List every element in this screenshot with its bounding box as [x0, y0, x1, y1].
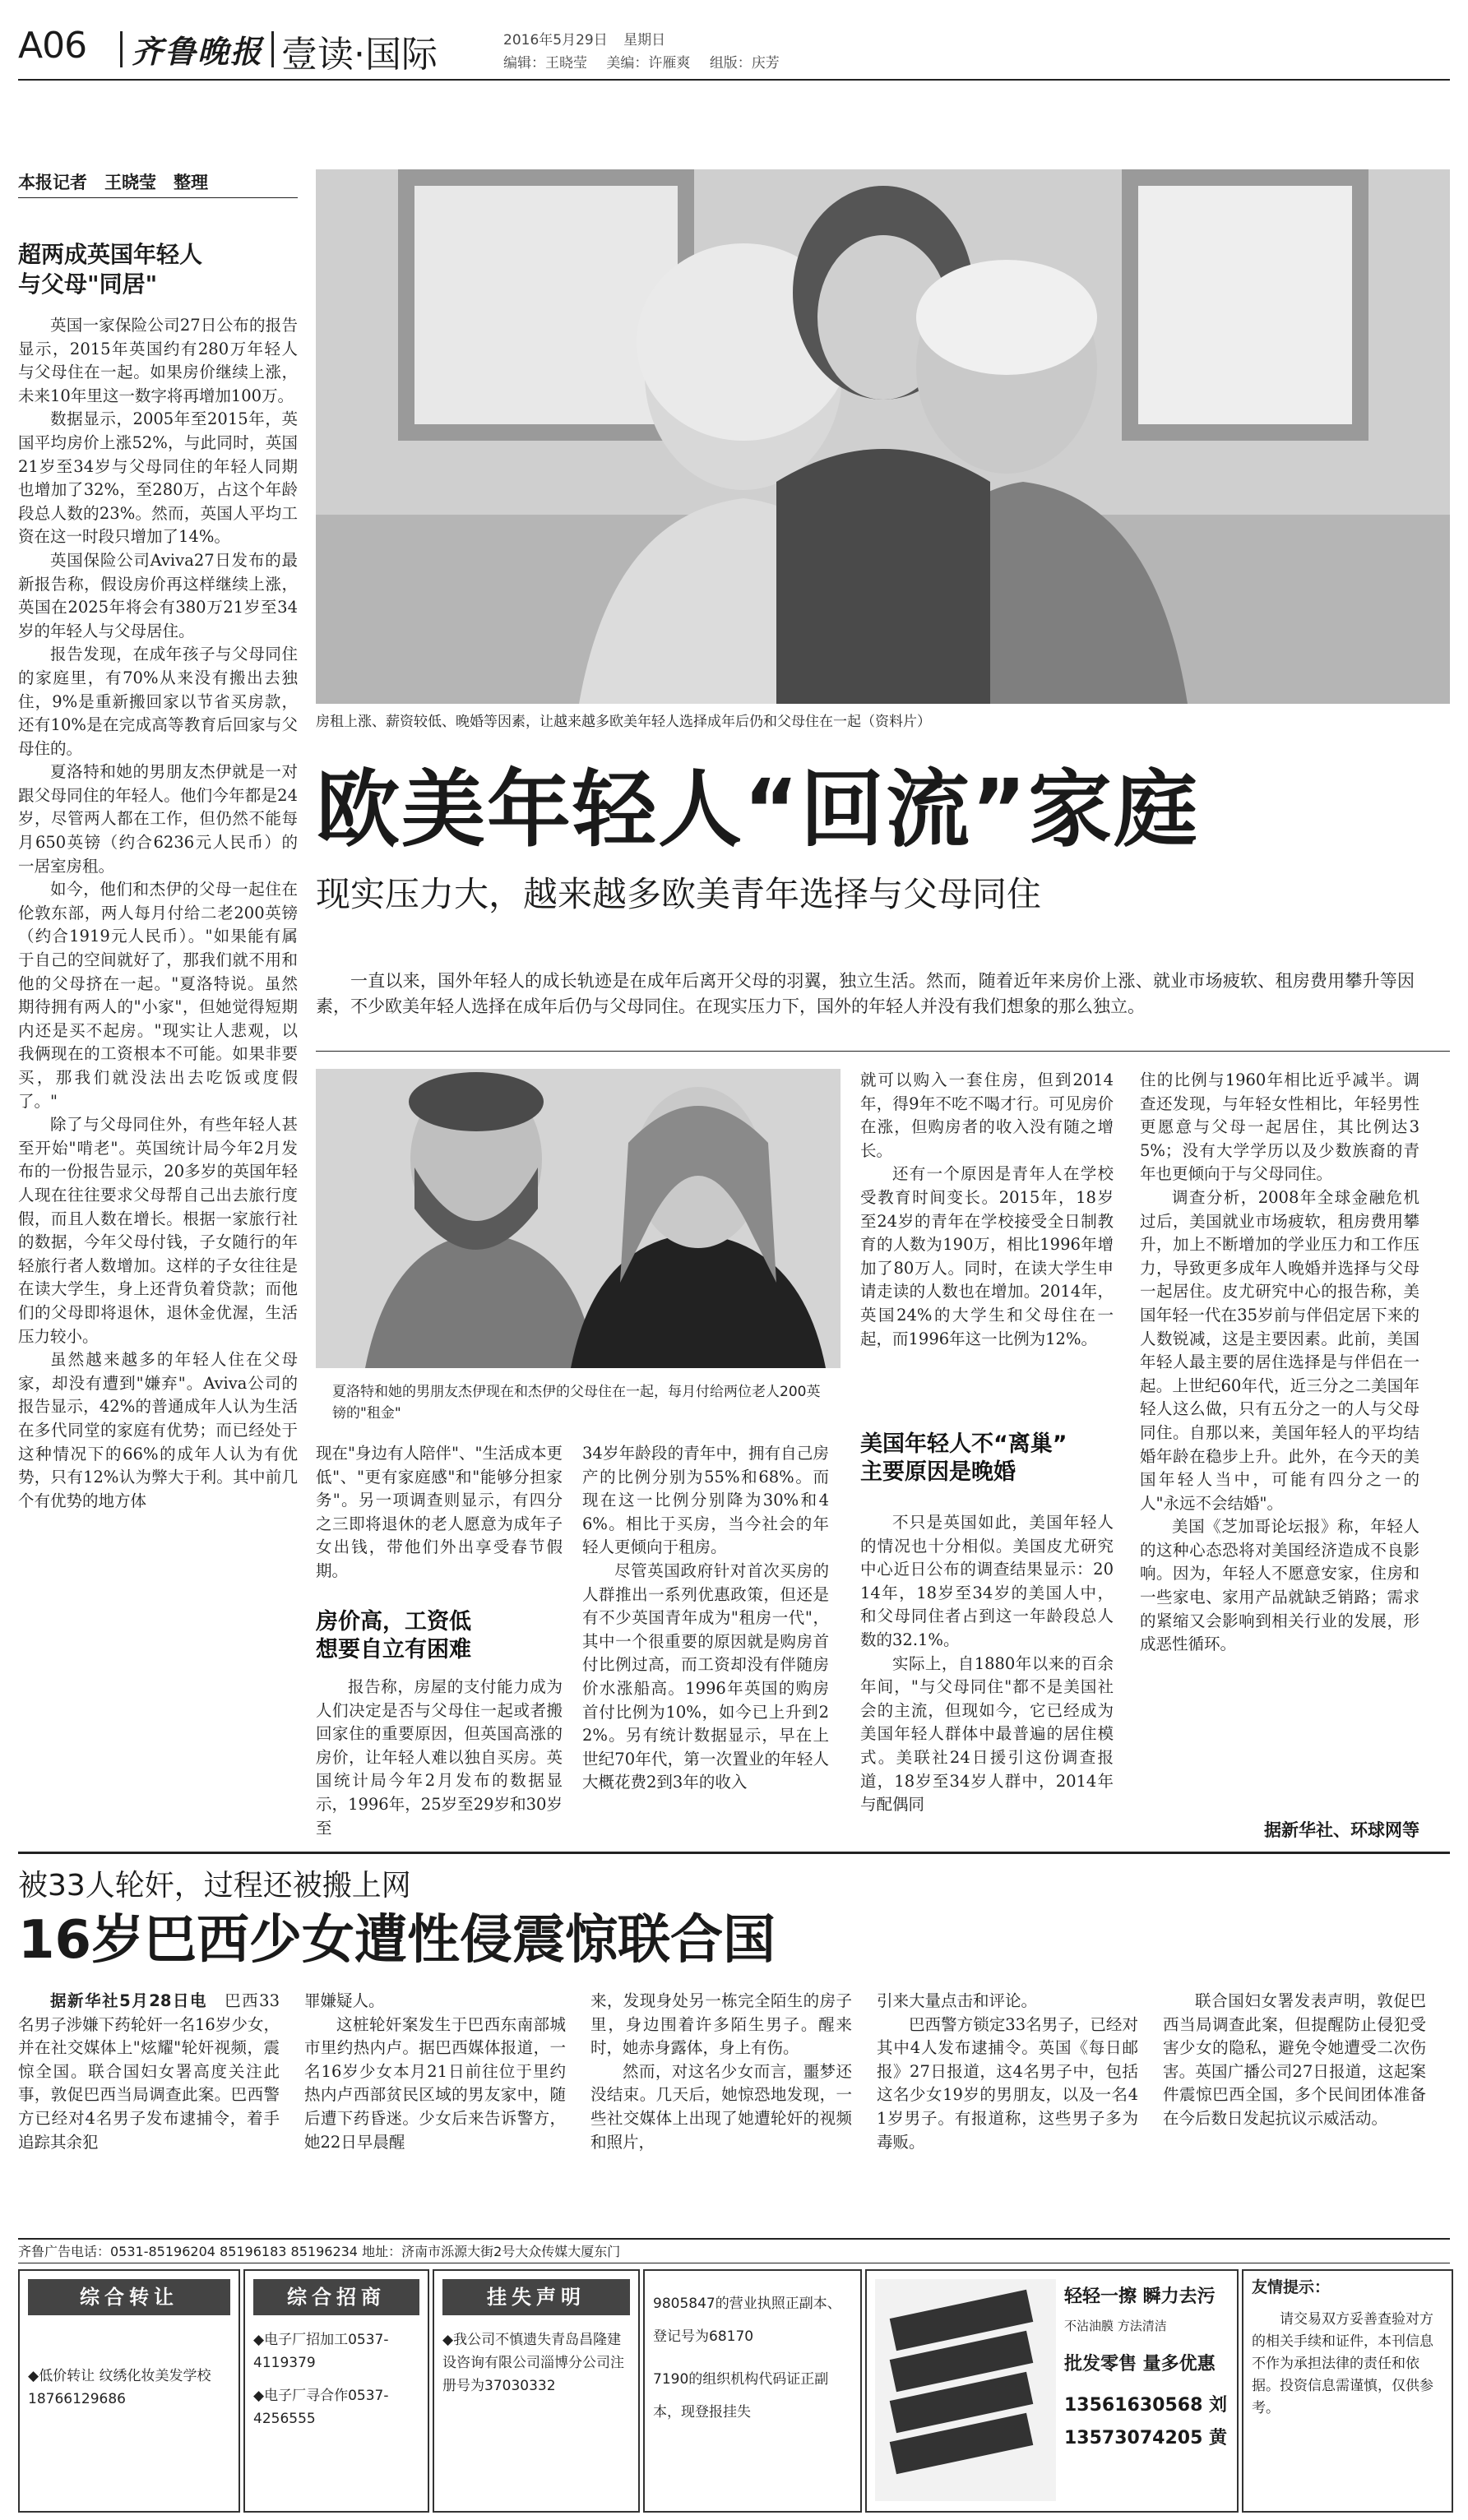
column-text: 这桩轮奸案发生于巴西东南部城市里约热内卢。据巴西媒体报道，一名16岁少女本月21日前往位于里约热内卢西部贫民区域的男友家中，随后遭下药昏迷。少女后来告诉警方，她22日早晨醒 — [304, 2014, 566, 2152]
brazil-text: 巴西33名男子涉嫌下药轮奸一名16岁少女，并在社交媒体上"炫耀"轮奸视频，震惊全国。联合国妇女署高度关注此事，敦促巴西当局调查此案。巴西警方已经对4名男子发布逮捕令，着手追踪其余犯 — [18, 1991, 280, 2152]
brazil-headline: 16岁巴西少女遭性侵震惊联合国 — [18, 1910, 776, 1971]
designer: 美编：许雁爽 — [606, 55, 691, 72]
brazil-column-1 — [18, 1990, 280, 2236]
article-column-5 — [1140, 1069, 1419, 1809]
column-text: 现在"身边有人陪伴"、"生活成本更低"、"更有家庭感"和"能够分担家务"。另一项调查则显示，有四分之三即将退休的老人愿意为成年子女出钱，带他们外出享受春节假期。 — [316, 1444, 563, 1580]
section-title: 壹读·国际 — [281, 34, 438, 76]
ad-lost-notice-title: 挂失声明 — [442, 2279, 630, 2315]
header-rule — [18, 79, 1450, 81]
brazil-kicker: 被33人轮奸，过程还被搬上网 — [18, 1869, 411, 1903]
editor: 编辑：王晓莹 — [503, 55, 587, 72]
sidebar-paragraph: 英国保险公司Aviva27日发布的最新报告称，假设房价再这样继续上涨，英国在2025年将会有380万21岁至34岁的年轻人与父母居住。 — [18, 550, 298, 640]
cloth-product-icon — [875, 2279, 1056, 2501]
weekday-text: 星期日 — [623, 32, 666, 49]
ad-transfer-text: ◆低价转让 纹绣化妆美发学校18766129686 — [28, 2368, 211, 2407]
article-column-3 — [582, 1442, 829, 1842]
brazil-column-3 — [590, 1990, 852, 2236]
lead-rule — [316, 1051, 1450, 1052]
column-text: 美国《芝加哥论坛报》称，年轻人的这种心态恐将对美国经济造成不良影响。因为，年轻人不愿意安家，住房和一些家电、家用产品就缺乏销路；需求的紧缩又会影响到相关行业的发展，形成恶性循环。 — [1140, 1517, 1419, 1654]
sidebar-body — [18, 314, 298, 1679]
sidebar-paragraph: 虽然越来越多的年轻人住在父母家，却没有遭到"嫌弃"。Aviva公司的报告显示，42%的普通成年人认为生活在多代同堂的家庭有优势；而已经处于这种情况下的66%的成年人认为有优势，只有12%认为弊大于利。其中前几个有优势的地方体 — [18, 1350, 298, 1510]
byline-rule — [18, 197, 298, 198]
column-text: 就可以购入一套住房，但到2014年，得9年不吃不喝才行。可见房价在涨，但购房者的收入没有随之增长。 — [860, 1070, 1114, 1160]
ad-lost-notice-cont-2: 7190的组织机构代码证正副本，现登报挂失 — [653, 2371, 829, 2421]
brazil-column-5 — [1163, 1990, 1426, 2236]
brazil-dateline: 据新华社5月28日电 — [50, 1991, 208, 2010]
issue-date — [503, 28, 665, 49]
family-photo-illustration — [316, 169, 1450, 704]
ad-investment-title: 综合招商 — [253, 2279, 419, 2315]
lead-text: 一直以来，国外年轻人的成长轨迹是在成年后离开父母的羽翼，独立生活。然而，随着近年来房价上涨、就业市场疲软、租房费用攀升等因素，不少欧美年轻人选择在成年后仍与父母同住。在现实压力下，国外的年轻人并没有我们想象的那么独立。 — [316, 971, 1415, 1016]
ad-transfer-title: 综合转让 — [28, 2279, 230, 2315]
column-text: 住的比例与1960年相比近乎减半。调查还发现，与年轻女性相比，年轻男性更愿意与父母一起居住，其比例达35%；没有大学学历以及少数族裔的青年也更倾向于与父母同住。 — [1140, 1070, 1419, 1184]
column-text: 还有一个原因是青年人在学校受教育时间变长。2015年，18岁至24岁的青年在学校接受全日制教育的人数为190万，相比1996年增加了80万人。同时，在读大学生申请走读的人数也在增加。2014年，英国24%的大学生和父母住在一起，而1996年这一比例为12%。 — [860, 1164, 1114, 1348]
cloth-phone-1: 13561630568 刘 — [1064, 2395, 1228, 2416]
column-text: 引来大量点击和评论。 — [877, 1991, 1038, 2010]
column-text: 联合国妇女署发表声明，敦促巴西当局调查此案，但提醒防止侵犯受害少女的隐私，避免令她遭受二次伤害。英国广播公司27日报道，这起案件震惊巴西全国，多个民间团体准备在今后数日发起抗议示威活动。 — [1163, 1991, 1426, 2128]
column-text: 罪嫌疑人。 — [304, 1991, 385, 2010]
ad-friendly-notice — [1242, 2269, 1453, 2513]
main-subheadline: 现实压力大，越来越多欧美青年选择与父母同住 — [316, 874, 1042, 914]
subhead-us-youth: 美国年轻人不“离巢” 主要原因是晚婚 — [860, 1431, 1067, 1485]
ad-lost-notice-cont-1: 9805847的营业执照正副本、登记号为68170 — [653, 2296, 841, 2345]
ad-investment-text-2: ◆电子厂寻合作0537-4256555 — [253, 2388, 389, 2427]
couple-photo-caption: 夏洛特和她的男朋友杰伊现在和杰伊的父母住在一起，每月付给两位老人200英镑的"租金" — [332, 1384, 821, 1422]
main-headline: 欧美年轻人“回流”家庭 — [316, 761, 1200, 859]
column-text: 尽管英国政府针对首次买房的人群推出一系列优惠政策，但还是有不少英国青年成为"租房一代"，其中一个很重要的原因就是购房首付比例过高，而工资却没有伴随房价水涨船高。1996年英国的购房首付比例为10%，如今已上升到22%。另有统计数据显示，早在上世纪70年代，第一次置业的年轻人大概花费2到3年的收入 — [582, 1561, 829, 1792]
cloth-phone-2: 13573074205 黄 — [1064, 2428, 1228, 2448]
column-text: 不只是英国如此，美国年轻人的情况也十分相似。美国皮尤研究中心近日公布的调查结果显示：2014年，18岁至34岁的美国人中，和父母同住者占到这一年龄段总人数的32.1%。 — [860, 1513, 1114, 1649]
article-column-4b — [860, 1511, 1114, 1842]
byline: 本报记者 王晓莹 整理 — [18, 173, 208, 192]
couple-photo-illustration — [316, 1069, 841, 1368]
family-photo-caption: 房租上涨、薪资较低、晚婚等因素，让越来越多欧美年轻人选择成年后仍和父母住在一起（资料片） — [316, 714, 931, 730]
cloth-price: 批发零售 量多优惠 — [1064, 2354, 1216, 2374]
couple-photo — [316, 1069, 841, 1368]
ad-investment — [243, 2269, 429, 2513]
paper-logo: 齐鲁晚报 — [132, 33, 264, 70]
ad-lost-notice-text: ◆我公司不慎遗失青岛昌隆建设咨询有限公司淄博分公司注册号为37030332 — [442, 2332, 624, 2394]
article-source: 据新华社、环球网等 — [1264, 1820, 1419, 1840]
sidebar-paragraph: 英国一家保险公司27日公布的报告显示，2015年英国约有280万年轻人与父母住在一起。如果房价继续上涨，未来10年里这一数字将再增加100万。 — [18, 316, 298, 405]
column-text: 34岁年龄段的青年中，拥有自己房产的比例分别为55%和68%。而现在这一比例分别降为30%和46%。相比于买房，当今社会的年轻人更倾向于租房。 — [582, 1444, 829, 1557]
subhead-housing: 房价高，工资低 想要自立有困难 — [316, 1609, 471, 1662]
lead-paragraph — [316, 969, 1415, 1020]
sidebar-paragraph: 夏洛特和她的男朋友杰伊就是一对跟父母同住的年轻人。他们今年都是24岁，尽管两人都在工作，但仍然不能每月650英镑（约合6236元人民币）的一居室房租。 — [18, 762, 298, 876]
ad-transfer — [18, 2269, 240, 2513]
sidebar-paragraph: 数据显示，2005年至2015年，英国平均房价上涨52%，与此同时，英国21岁至34岁与父母同住的年轻人同期也增加了32%，至280万，占这个年龄段总人数的23%。然而，英国人平均工资在这一时段只增加了14%。 — [18, 409, 298, 547]
editor-credits — [503, 51, 780, 72]
ad-lost-notice — [433, 2269, 640, 2513]
column-text: 实际上，自1880年以来的百余年间，"与父母同住"都不是美国社会的主流，但现如今，它已经成为美国年轻人群体中最普遍的居住模式。美联社24日援引这份调查报道，18岁至34岁人群中，2014年与配偶同 — [860, 1653, 1114, 1815]
cloth-sub: 不沾油膜 方法清洁 — [1064, 2319, 1167, 2333]
column-text: 调查分析，2008年全球金融危机过后，美国就业市场疲软，租房费用攀升，加上不断增加的学业压力和工作压力，导致更多成年人晚婚并选择与父母一起居住。皮尤研究中心的报告称，美国年轻一代在35岁前与伴侣定居下来的人数锐减，这是主要因素。此前，美国年轻人最主要的居住选择是与伴侣在一起。上世纪60年代，近三分之二美国年轻人这么做，只有五分之一的人与父母同住。自那以来，美国年轻人的平均结婚年龄在稳步上升。此外，在今天的美国年轻人当中，可能有四分之一的人"永远不会结婚"。 — [1140, 1187, 1419, 1513]
sidebar-paragraph: 报告发现，在成年孩子与父母同住的家庭里，有70%从来没有搬出去独住，9%是重新搬回家以节省买房款，还有10%是在完成高等教育后回家与父母住的。 — [18, 645, 298, 758]
ad-investment-text-1: ◆电子厂招加工0537-4119379 — [253, 2332, 389, 2371]
column-text: 来，发现身处另一栋完全陌生的房子里，身边围着许多陌生男子。醒来时，她赤身露体，身上有伤。 — [590, 1991, 852, 2058]
brazil-column-2 — [304, 1990, 566, 2236]
ad-cleaning-cloth — [865, 2269, 1239, 2513]
family-photo — [316, 169, 1450, 704]
column-text: 报告称，房屋的支付能力成为人们决定是否与父母住一起或者搬回家住的重要原因，但英国高涨的房价，让年轻人难以独自买房。英国统计局今年2月发布的数据显示，1996年，25岁至29岁和30岁至 — [316, 1677, 563, 1838]
column-text: 然而，对这名少女而言，噩梦还没结束。几天后，她惊恐地发现，一些社交媒体上出现了她遭轮奸的视频和照片， — [590, 2061, 852, 2152]
cloth-brand: 轻轻一擦 瞬力去污 — [1064, 2286, 1216, 2307]
header-divider — [120, 31, 123, 67]
header-divider-2 — [271, 31, 274, 67]
sidebar-paragraph: 除了与父母同住外，有些年轻人甚至开始"啃老"。英国统计局今年2月发布的一份报告显示，20多岁的英国年轻人现在往往要求父母帮自己出去旅行度假，而且人数在增长。根据一家旅行社的数据，今年父母付钱，子女随行的年轻旅行者人数增加。这样的子女往往是在读大学生，身上还背负着贷款；而他们的父母即将退休，退休金优渥，生活压力较小。 — [18, 1115, 298, 1346]
page-number: A06 — [18, 25, 87, 67]
sidebar-paragraph: 如今，他们和杰伊的父母一起住在伦敦东部，两人每月付给二老200英镑（约合1919元人民币）。"如果能有属于自己的空间就好了，那我们就不用和他的父母挤在一起。"夏洛特说。虽然期待拥有两人的"小家"，但她觉得短期内还是买不起房。"现实让人悲观，以我俩现在的工资根本不可能。如果非要买，那我们就没法出去吃饭或度假了。" — [18, 880, 298, 1111]
ad-hotline: 齐鲁广告电话：0531-85196204 85196183 85196234 地址：济南市泺源大街2号大众传媒大厦东门 — [18, 2244, 621, 2259]
layout-editor: 组版：庆芳 — [709, 55, 780, 72]
article-column-4 — [860, 1069, 1114, 1414]
ad-lost-notice-cont — [643, 2269, 862, 2513]
friendly-notice-text: 请交易双方妥善查验对方的相关手续和证件，本刊信息不作为承担法律的责任和依据。投资信息需谨慎，仅供参考。 — [1252, 2311, 1433, 2416]
article-column-2b — [316, 1676, 563, 1840]
date-text: 2016年5月29日 — [503, 32, 608, 49]
friendly-notice-title: 友情提示： — [1252, 2278, 1331, 2296]
column-text — [18, 1990, 280, 2154]
section-divider — [18, 1852, 1450, 1854]
ad-top-rule — [18, 2238, 1450, 2240]
brazil-column-4 — [877, 1990, 1138, 2236]
sidebar-title: 超两成英国年轻人 与父母"同居" — [18, 241, 203, 298]
column-text: 巴西警方锁定33名男子，已经对其中4人发布逮捕令。英国《每日邮报》27日报道，这4名男子中，包括这名少女19岁的男朋友，以及一名41岁男子。有报道称，这些男子多为毒贩。 — [877, 2014, 1138, 2152]
